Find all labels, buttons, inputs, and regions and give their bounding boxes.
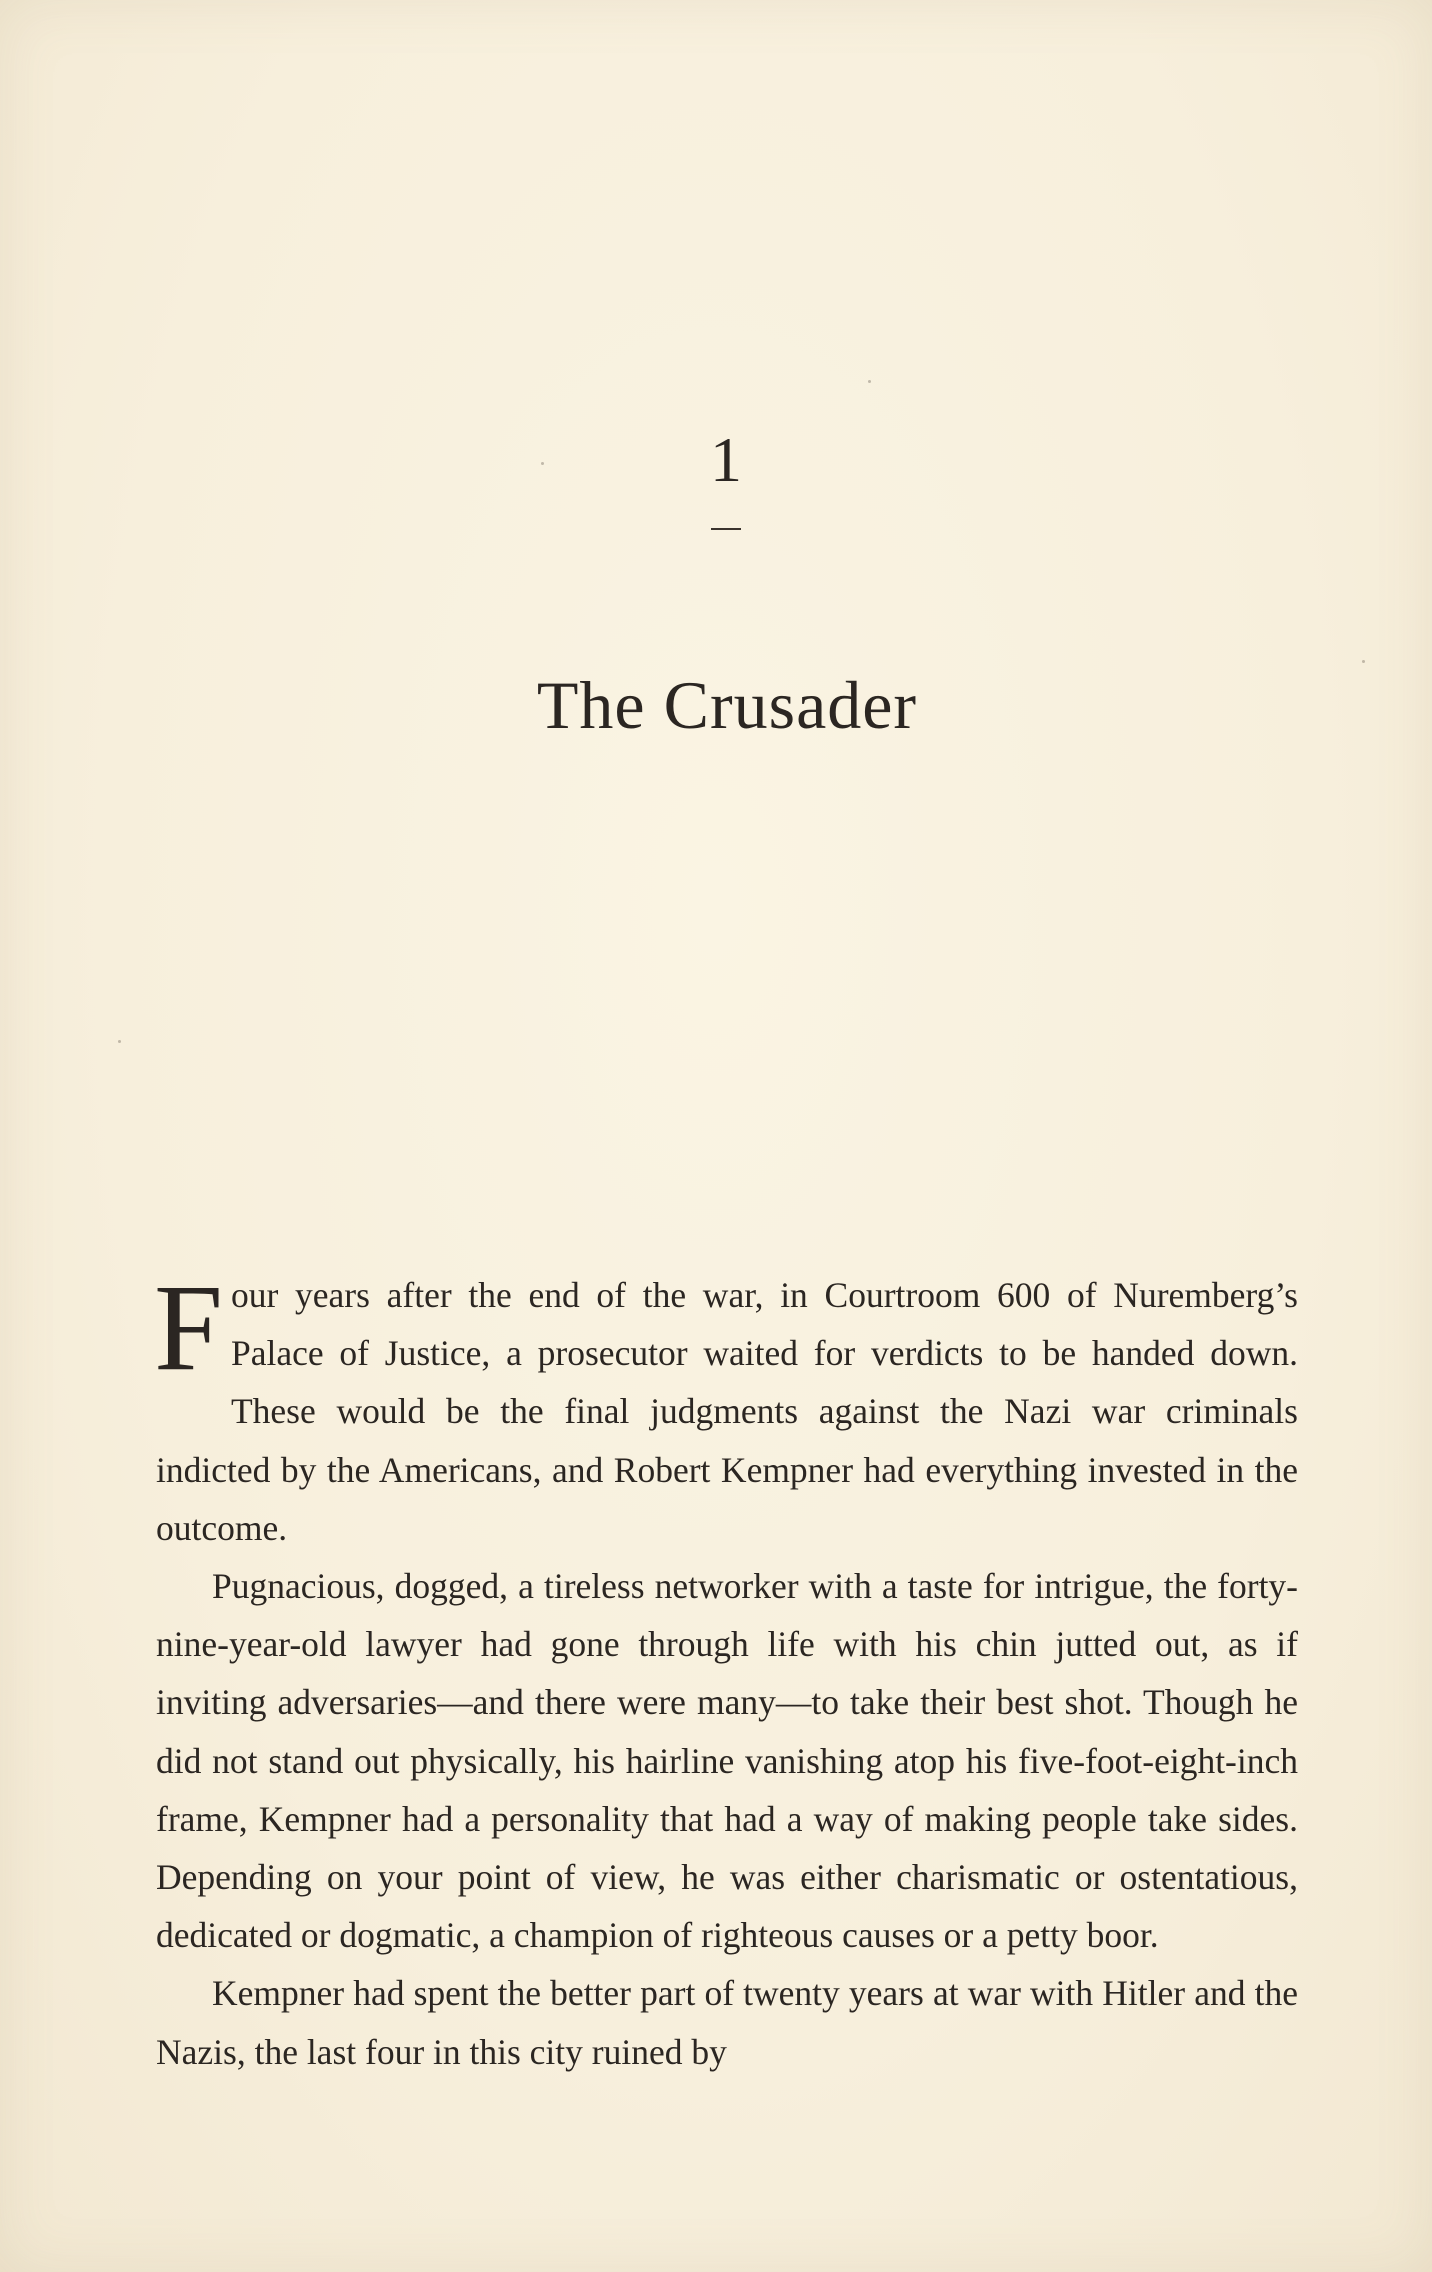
body-paragraph: Pugnacious, dogged, a tireless networker with a taste for intrigue, the forty-nine-year-old lawyer had gone through life with his chin jutted out, as if inviting adversaries—and there were many—to take their best shot. Though he did not stand out physically, his hairline vanishing atop his five-foot-eight-inch frame, Kempner had a personality that had a way of making people take sides. Depending on your point of view, he was either charismatic or ostentatious, dedicated or dogmatic, a champion of righteous causes or a petty boor. (156, 1566, 1298, 1956)
drop-cap: F (154, 1259, 223, 1396)
chapter-title: The Crusader (536, 667, 918, 743)
opening-paragraph (154, 1259, 1298, 1557)
chapter-number: 1 (710, 424, 742, 495)
paper-speck (1362, 660, 1365, 663)
opening-paragraph-text: our years after the end of the war, in Courtroom 600 of Nuremberg’s Palace of Justice, a prosecutor waited for verdicts to be handed down. These would be the final judgments against the Nazi war criminals indicted by the Americans, and Robert Kempner had everything invested in the outcome. (156, 1275, 1298, 1548)
paper-speck (868, 380, 871, 383)
paper-speck (118, 1040, 121, 1043)
chapter-number-rule (711, 528, 741, 530)
body-paragraph: Kempner had spent the better part of twenty years at war with Hitler and the Nazis, the last four in this city ruined by (156, 1973, 1298, 2072)
chapter-body (154, 1259, 1298, 2081)
